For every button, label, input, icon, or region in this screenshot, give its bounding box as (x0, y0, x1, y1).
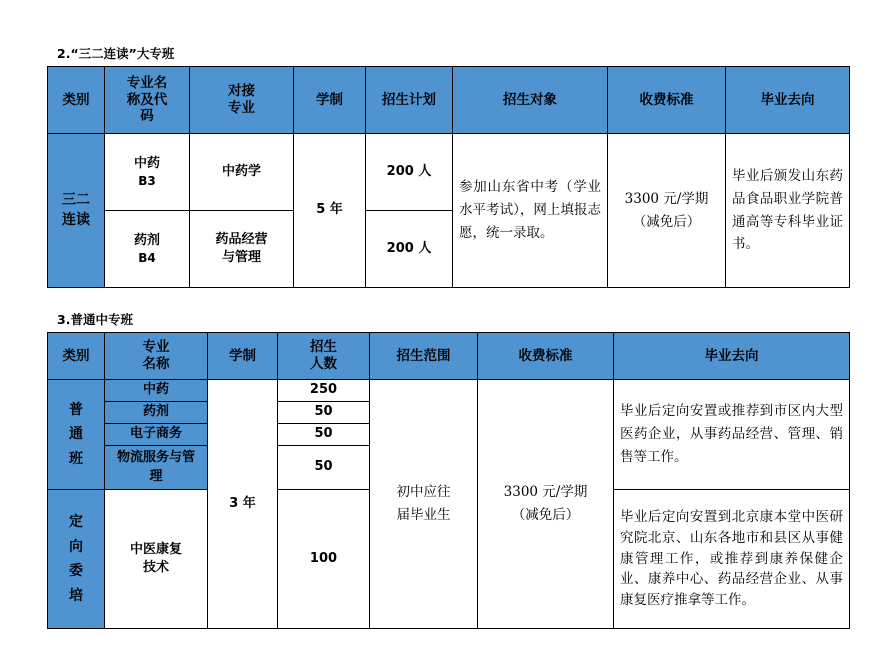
section-3-table (47, 332, 850, 629)
target-cell: 参加山东省中考（学业水平考试），网上填报志愿，统一录取。 (453, 134, 608, 288)
fee-cell: 3300 元/学期（减免后） (608, 134, 726, 288)
plan-cell-1: 200 人 (366, 134, 453, 211)
header-fee: 收费标准 (478, 333, 614, 380)
docking-major-1: 中药学 (190, 134, 294, 211)
major-cell-1 (105, 134, 190, 211)
header-plan: 招生计划 (366, 67, 453, 134)
duration-cell: 3 年 (208, 380, 278, 629)
destination-cell: 毕业后颁发山东药品食品职业学院普通高等专科毕业证书。 (726, 134, 850, 288)
major-name-1: 中药 (105, 380, 208, 402)
major-name-3: 电子商务 (105, 424, 208, 446)
category-regular: 普通班 (48, 380, 105, 490)
header-duration: 学制 (208, 333, 278, 380)
category-cell: 三二连读 (48, 134, 105, 288)
major-cell-2 (105, 211, 190, 288)
duration-cell: 5 年 (294, 134, 366, 288)
count-cell-1: 250 (278, 380, 370, 402)
major-name: 药剂 (133, 232, 160, 248)
major-code: B3 (138, 173, 156, 188)
header-major-name-code: 专业名称及代码 (105, 67, 190, 134)
major-name-5: 中医康复技术 (105, 490, 208, 629)
header-category: 类别 (48, 67, 105, 134)
count-cell-5: 100 (278, 490, 370, 629)
section-3-title: 3.普通中专班 (57, 312, 133, 327)
category-oriented: 定向委培 (48, 490, 105, 629)
header-duration: 学制 (294, 67, 366, 134)
major-code: B4 (138, 250, 156, 265)
plan-cell-2: 200 人 (366, 211, 453, 288)
major-name-2: 药剂 (105, 402, 208, 424)
count-cell-4: 50 (278, 446, 370, 490)
header-fee: 收费标准 (608, 67, 726, 134)
header-major-name: 专业名称 (105, 333, 208, 380)
major-name: 中药 (133, 155, 160, 171)
header-category: 类别 (48, 333, 105, 380)
header-destination: 毕业去向 (726, 67, 850, 134)
count-cell-2: 50 (278, 402, 370, 424)
docking-major-2: 药品经营与管理 (190, 211, 294, 288)
section-2-title: 2.“三二连读”大专班 (57, 46, 175, 61)
count-cell-3: 50 (278, 424, 370, 446)
header-scope: 招生范围 (370, 333, 478, 380)
section-2-table (47, 66, 850, 288)
header-destination: 毕业去向 (614, 333, 850, 380)
fee-cell: 3300 元/学期（减免后） (478, 380, 614, 629)
scope-cell: 初中应往届毕业生 (370, 380, 478, 629)
header-target: 招生对象 (453, 67, 608, 134)
header-enrollment: 招生人数 (278, 333, 370, 380)
header-docking-major: 对接专业 (190, 67, 294, 134)
major-name-4: 物流服务与管理 (105, 446, 208, 490)
destination-oriented: 毕业后定向安置到北京康本堂中医研究院北京、山东各地市和县区从事健康管理工作，或推荐到康养保健企业、康养中心、药品经营企业、从事康复医疗推拿等工作。 (614, 490, 850, 629)
destination-regular: 毕业后定向安置或推荐到市区内大型医药企业，从事药品经营、管理、销售等工作。 (614, 380, 850, 490)
